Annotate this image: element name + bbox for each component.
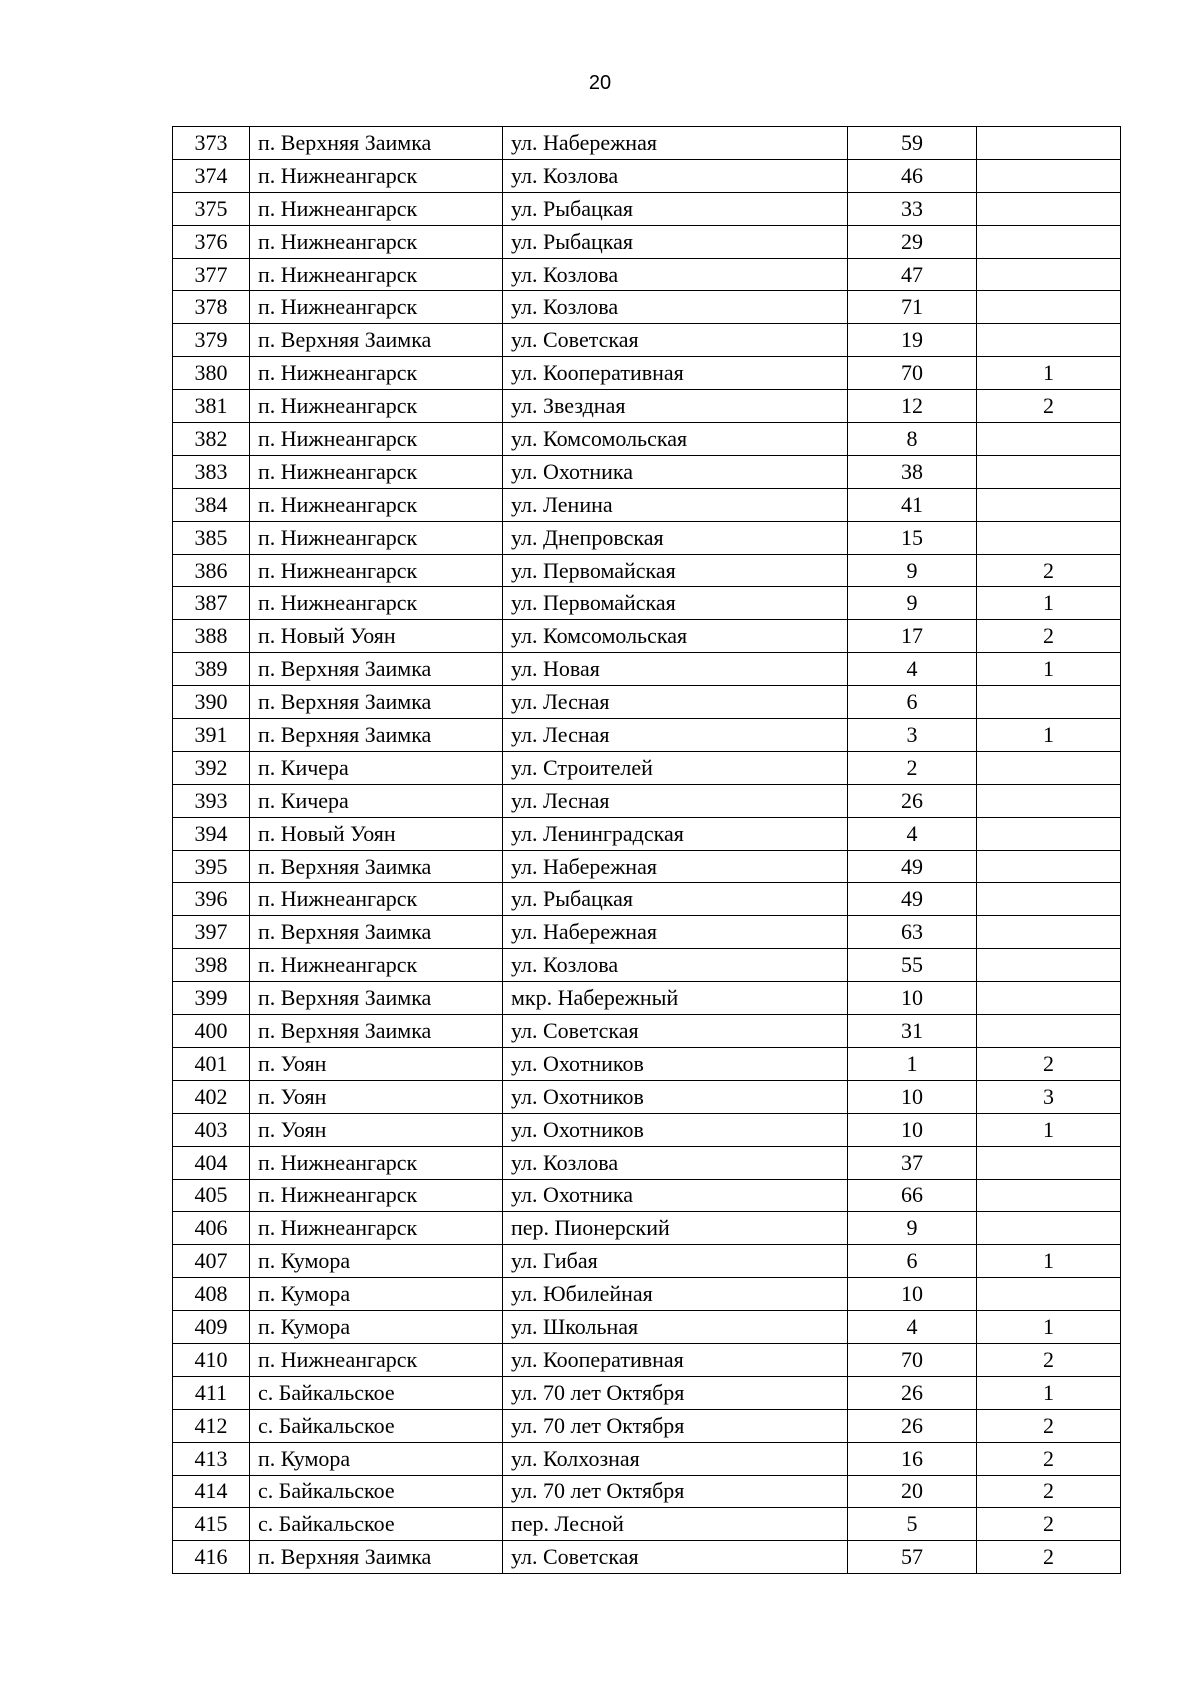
- settlement-cell: п. Нижнеангарск: [250, 258, 503, 291]
- row-number-cell: 384: [173, 488, 250, 521]
- extra-number-cell: [977, 982, 1121, 1015]
- row-number-cell: 378: [173, 291, 250, 324]
- extra-number-cell: [977, 521, 1121, 554]
- table-row: [173, 1475, 1121, 1508]
- house-number-cell: 2: [848, 751, 977, 784]
- extra-number-cell: 2: [977, 1442, 1121, 1475]
- street-cell: ул. Рыбацкая: [503, 225, 848, 258]
- extra-number-cell: 1: [977, 1113, 1121, 1146]
- street-cell: ул. Набережная: [503, 916, 848, 949]
- house-number-cell: 9: [848, 587, 977, 620]
- row-number-cell: 375: [173, 192, 250, 225]
- table-row: [173, 357, 1121, 390]
- extra-number-cell: 2: [977, 1343, 1121, 1376]
- extra-number-cell: 2: [977, 620, 1121, 653]
- settlement-cell: п. Верхняя Заимка: [250, 127, 503, 160]
- settlement-cell: п. Нижнеангарск: [250, 521, 503, 554]
- table-row: [173, 258, 1121, 291]
- street-cell: ул. Лесная: [503, 719, 848, 752]
- extra-number-cell: [977, 686, 1121, 719]
- house-number-cell: 10: [848, 982, 977, 1015]
- street-cell: ул. Юбилейная: [503, 1278, 848, 1311]
- settlement-cell: п. Верхняя Заимка: [250, 1015, 503, 1048]
- house-number-cell: 49: [848, 850, 977, 883]
- settlement-cell: п. Нижнеангарск: [250, 1212, 503, 1245]
- settlement-cell: п. Нижнеангарск: [250, 423, 503, 456]
- table-row: [173, 883, 1121, 916]
- row-number-cell: 374: [173, 159, 250, 192]
- table-row: [173, 291, 1121, 324]
- table-row: [173, 1541, 1121, 1574]
- house-number-cell: 38: [848, 455, 977, 488]
- extra-number-cell: [977, 916, 1121, 949]
- house-number-cell: 31: [848, 1015, 977, 1048]
- extra-number-cell: 3: [977, 1080, 1121, 1113]
- extra-number-cell: 2: [977, 1508, 1121, 1541]
- street-cell: ул. 70 лет Октября: [503, 1376, 848, 1409]
- house-number-cell: 41: [848, 488, 977, 521]
- street-cell: ул. Днепровская: [503, 521, 848, 554]
- house-number-cell: 70: [848, 1343, 977, 1376]
- extra-number-cell: 2: [977, 1475, 1121, 1508]
- table-row: [173, 1015, 1121, 1048]
- street-cell: пер. Пионерский: [503, 1212, 848, 1245]
- house-number-cell: 49: [848, 883, 977, 916]
- settlement-cell: п. Уоян: [250, 1113, 503, 1146]
- extra-number-cell: 1: [977, 719, 1121, 752]
- extra-number-cell: 2: [977, 390, 1121, 423]
- row-number-cell: 411: [173, 1376, 250, 1409]
- street-cell: ул. Лесная: [503, 784, 848, 817]
- row-number-cell: 386: [173, 554, 250, 587]
- row-number-cell: 406: [173, 1212, 250, 1245]
- street-cell: ул. Козлова: [503, 291, 848, 324]
- house-number-cell: 6: [848, 686, 977, 719]
- row-number-cell: 398: [173, 949, 250, 982]
- street-cell: ул. Новая: [503, 653, 848, 686]
- house-number-cell: 10: [848, 1080, 977, 1113]
- house-number-cell: 26: [848, 1409, 977, 1442]
- street-cell: ул. Лесная: [503, 686, 848, 719]
- table-row: [173, 488, 1121, 521]
- table-row: [173, 1047, 1121, 1080]
- extra-number-cell: [977, 949, 1121, 982]
- street-cell: ул. Ленинградская: [503, 817, 848, 850]
- table-row: [173, 1409, 1121, 1442]
- table-row: [173, 1311, 1121, 1344]
- settlement-cell: с. Байкальское: [250, 1409, 503, 1442]
- table-row: [173, 127, 1121, 160]
- table-row: [173, 653, 1121, 686]
- row-number-cell: 383: [173, 455, 250, 488]
- street-cell: ул. Охотника: [503, 455, 848, 488]
- extra-number-cell: [977, 850, 1121, 883]
- street-cell: ул. Охотников: [503, 1047, 848, 1080]
- extra-number-cell: [977, 423, 1121, 456]
- house-number-cell: 9: [848, 554, 977, 587]
- table-row: [173, 850, 1121, 883]
- street-cell: ул. Комсомольская: [503, 423, 848, 456]
- settlement-cell: п. Нижнеангарск: [250, 1179, 503, 1212]
- settlement-cell: п. Верхняя Заимка: [250, 982, 503, 1015]
- settlement-cell: п. Нижнеангарск: [250, 587, 503, 620]
- table-row: [173, 1376, 1121, 1409]
- extra-number-cell: [977, 192, 1121, 225]
- row-number-cell: 410: [173, 1343, 250, 1376]
- street-cell: ул. Козлова: [503, 949, 848, 982]
- table-row: [173, 423, 1121, 456]
- table-row: [173, 949, 1121, 982]
- row-number-cell: 390: [173, 686, 250, 719]
- row-number-cell: 395: [173, 850, 250, 883]
- settlement-cell: с. Байкальское: [250, 1376, 503, 1409]
- extra-number-cell: [977, 1179, 1121, 1212]
- street-cell: ул. Охотников: [503, 1113, 848, 1146]
- house-number-cell: 4: [848, 817, 977, 850]
- street-cell: ул. Рыбацкая: [503, 192, 848, 225]
- row-number-cell: 382: [173, 423, 250, 456]
- row-number-cell: 414: [173, 1475, 250, 1508]
- settlement-cell: п. Уоян: [250, 1047, 503, 1080]
- row-number-cell: 373: [173, 127, 250, 160]
- house-number-cell: 16: [848, 1442, 977, 1475]
- house-number-cell: 33: [848, 192, 977, 225]
- table-row: [173, 1179, 1121, 1212]
- street-cell: ул. Строителей: [503, 751, 848, 784]
- settlement-cell: п. Кумора: [250, 1278, 503, 1311]
- table-row: [173, 554, 1121, 587]
- house-number-cell: 70: [848, 357, 977, 390]
- extra-number-cell: 2: [977, 1409, 1121, 1442]
- house-number-cell: 19: [848, 324, 977, 357]
- street-cell: ул. Гибая: [503, 1245, 848, 1278]
- table-row: [173, 455, 1121, 488]
- street-cell: ул. Колхозная: [503, 1442, 848, 1475]
- house-number-cell: 63: [848, 916, 977, 949]
- row-number-cell: 392: [173, 751, 250, 784]
- row-number-cell: 408: [173, 1278, 250, 1311]
- table-row: [173, 159, 1121, 192]
- table-row: [173, 719, 1121, 752]
- table-row: [173, 1508, 1121, 1541]
- table-row: [173, 521, 1121, 554]
- house-number-cell: 59: [848, 127, 977, 160]
- settlement-cell: п. Нижнеангарск: [250, 357, 503, 390]
- table-row: [173, 1343, 1121, 1376]
- settlement-cell: п. Кумора: [250, 1311, 503, 1344]
- settlement-cell: п. Нижнеангарск: [250, 192, 503, 225]
- street-cell: ул. Охотника: [503, 1179, 848, 1212]
- street-cell: ул. Рыбацкая: [503, 883, 848, 916]
- settlement-cell: п. Верхняя Заимка: [250, 850, 503, 883]
- house-number-cell: 47: [848, 258, 977, 291]
- street-cell: ул. Школьная: [503, 1311, 848, 1344]
- house-number-cell: 12: [848, 390, 977, 423]
- extra-number-cell: [977, 291, 1121, 324]
- house-number-cell: 71: [848, 291, 977, 324]
- extra-number-cell: [977, 455, 1121, 488]
- extra-number-cell: [977, 488, 1121, 521]
- extra-number-cell: 1: [977, 1311, 1121, 1344]
- extra-number-cell: [977, 1015, 1121, 1048]
- settlement-cell: п. Кичера: [250, 751, 503, 784]
- row-number-cell: 403: [173, 1113, 250, 1146]
- row-number-cell: 402: [173, 1080, 250, 1113]
- row-number-cell: 400: [173, 1015, 250, 1048]
- house-number-cell: 26: [848, 784, 977, 817]
- row-number-cell: 389: [173, 653, 250, 686]
- table-row: [173, 324, 1121, 357]
- house-number-cell: 10: [848, 1113, 977, 1146]
- table-row: [173, 751, 1121, 784]
- table-row: [173, 1245, 1121, 1278]
- street-cell: ул. Советская: [503, 324, 848, 357]
- row-number-cell: 405: [173, 1179, 250, 1212]
- settlement-cell: п. Верхняя Заимка: [250, 653, 503, 686]
- row-number-cell: 404: [173, 1146, 250, 1179]
- house-number-cell: 57: [848, 1541, 977, 1574]
- street-cell: ул. Козлова: [503, 1146, 848, 1179]
- settlement-cell: п. Нижнеангарск: [250, 554, 503, 587]
- house-number-cell: 29: [848, 225, 977, 258]
- extra-number-cell: 1: [977, 653, 1121, 686]
- settlement-cell: п. Нижнеангарск: [250, 291, 503, 324]
- house-number-cell: 55: [848, 949, 977, 982]
- street-cell: ул. 70 лет Октября: [503, 1475, 848, 1508]
- settlement-cell: п. Нижнеангарск: [250, 225, 503, 258]
- row-number-cell: 377: [173, 258, 250, 291]
- street-cell: мкр. Набережный: [503, 982, 848, 1015]
- settlement-cell: п. Нижнеангарск: [250, 883, 503, 916]
- table-row: [173, 1278, 1121, 1311]
- row-number-cell: 387: [173, 587, 250, 620]
- street-cell: ул. Козлова: [503, 159, 848, 192]
- settlement-cell: п. Верхняя Заимка: [250, 719, 503, 752]
- street-cell: ул. Первомайская: [503, 587, 848, 620]
- house-number-cell: 4: [848, 1311, 977, 1344]
- house-number-cell: 17: [848, 620, 977, 653]
- extra-number-cell: 1: [977, 1376, 1121, 1409]
- house-number-cell: 1: [848, 1047, 977, 1080]
- street-cell: ул. Ленина: [503, 488, 848, 521]
- extra-number-cell: [977, 324, 1121, 357]
- settlement-cell: п. Нижнеангарск: [250, 488, 503, 521]
- extra-number-cell: 1: [977, 357, 1121, 390]
- extra-number-cell: 2: [977, 554, 1121, 587]
- settlement-cell: п. Верхняя Заимка: [250, 1541, 503, 1574]
- settlement-cell: с. Байкальское: [250, 1475, 503, 1508]
- extra-number-cell: [977, 883, 1121, 916]
- settlement-cell: п. Верхняя Заимка: [250, 324, 503, 357]
- table-row: [173, 192, 1121, 225]
- row-number-cell: 385: [173, 521, 250, 554]
- table-row: [173, 982, 1121, 1015]
- street-cell: ул. Набережная: [503, 850, 848, 883]
- settlement-cell: п. Нижнеангарск: [250, 455, 503, 488]
- table-row: [173, 1212, 1121, 1245]
- house-number-cell: 9: [848, 1212, 977, 1245]
- house-number-cell: 5: [848, 1508, 977, 1541]
- row-number-cell: 412: [173, 1409, 250, 1442]
- row-number-cell: 401: [173, 1047, 250, 1080]
- extra-number-cell: 1: [977, 1245, 1121, 1278]
- house-number-cell: 4: [848, 653, 977, 686]
- row-number-cell: 381: [173, 390, 250, 423]
- row-number-cell: 391: [173, 719, 250, 752]
- row-number-cell: 413: [173, 1442, 250, 1475]
- settlement-cell: п. Верхняя Заимка: [250, 916, 503, 949]
- house-number-cell: 15: [848, 521, 977, 554]
- settlement-cell: п. Кумора: [250, 1442, 503, 1475]
- table-row: [173, 390, 1121, 423]
- extra-number-cell: [977, 1212, 1121, 1245]
- table-row: [173, 916, 1121, 949]
- row-number-cell: 397: [173, 916, 250, 949]
- street-cell: ул. Кооперативная: [503, 1343, 848, 1376]
- street-cell: пер. Лесной: [503, 1508, 848, 1541]
- table-row: [173, 817, 1121, 850]
- settlement-cell: п. Верхняя Заимка: [250, 686, 503, 719]
- extra-number-cell: [977, 127, 1121, 160]
- extra-number-cell: [977, 784, 1121, 817]
- settlement-cell: п. Нижнеангарск: [250, 390, 503, 423]
- row-number-cell: 394: [173, 817, 250, 850]
- house-number-cell: 3: [848, 719, 977, 752]
- street-cell: ул. Охотников: [503, 1080, 848, 1113]
- settlement-cell: п. Нижнеангарск: [250, 949, 503, 982]
- street-cell: ул. Первомайская: [503, 554, 848, 587]
- table-row: [173, 1080, 1121, 1113]
- row-number-cell: 379: [173, 324, 250, 357]
- extra-number-cell: [977, 751, 1121, 784]
- table-row: [173, 1442, 1121, 1475]
- street-cell: ул. Козлова: [503, 258, 848, 291]
- extra-number-cell: [977, 159, 1121, 192]
- street-cell: ул. Кооперативная: [503, 357, 848, 390]
- row-number-cell: 409: [173, 1311, 250, 1344]
- house-number-cell: 20: [848, 1475, 977, 1508]
- row-number-cell: 376: [173, 225, 250, 258]
- street-cell: ул. Комсомольская: [503, 620, 848, 653]
- extra-number-cell: 2: [977, 1541, 1121, 1574]
- table-row: [173, 587, 1121, 620]
- settlement-cell: п. Уоян: [250, 1080, 503, 1113]
- extra-number-cell: [977, 258, 1121, 291]
- street-cell: ул. 70 лет Октября: [503, 1409, 848, 1442]
- table-row: [173, 686, 1121, 719]
- row-number-cell: 407: [173, 1245, 250, 1278]
- extra-number-cell: 1: [977, 587, 1121, 620]
- table-row: [173, 784, 1121, 817]
- house-number-cell: 26: [848, 1376, 977, 1409]
- table-row: [173, 1113, 1121, 1146]
- address-table: [172, 126, 1121, 1574]
- row-number-cell: 396: [173, 883, 250, 916]
- table-row: [173, 620, 1121, 653]
- house-number-cell: 8: [848, 423, 977, 456]
- house-number-cell: 46: [848, 159, 977, 192]
- settlement-cell: с. Байкальское: [250, 1508, 503, 1541]
- house-number-cell: 6: [848, 1245, 977, 1278]
- house-number-cell: 37: [848, 1146, 977, 1179]
- table-row: [173, 225, 1121, 258]
- row-number-cell: 416: [173, 1541, 250, 1574]
- settlement-cell: п. Нижнеангарск: [250, 159, 503, 192]
- row-number-cell: 380: [173, 357, 250, 390]
- settlement-cell: п. Новый Уоян: [250, 817, 503, 850]
- house-number-cell: 10: [848, 1278, 977, 1311]
- settlement-cell: п. Нижнеангарск: [250, 1146, 503, 1179]
- street-cell: ул. Набережная: [503, 127, 848, 160]
- address-table-body: [173, 127, 1121, 1574]
- row-number-cell: 388: [173, 620, 250, 653]
- row-number-cell: 393: [173, 784, 250, 817]
- street-cell: ул. Советская: [503, 1015, 848, 1048]
- extra-number-cell: [977, 817, 1121, 850]
- street-cell: ул. Советская: [503, 1541, 848, 1574]
- row-number-cell: 399: [173, 982, 250, 1015]
- settlement-cell: п. Кумора: [250, 1245, 503, 1278]
- extra-number-cell: [977, 1146, 1121, 1179]
- settlement-cell: п. Кичера: [250, 784, 503, 817]
- settlement-cell: п. Нижнеангарск: [250, 1343, 503, 1376]
- table-row: [173, 1146, 1121, 1179]
- extra-number-cell: [977, 225, 1121, 258]
- extra-number-cell: 2: [977, 1047, 1121, 1080]
- street-cell: ул. Звездная: [503, 390, 848, 423]
- page-number: 20: [588, 72, 612, 94]
- house-number-cell: 66: [848, 1179, 977, 1212]
- settlement-cell: п. Новый Уоян: [250, 620, 503, 653]
- row-number-cell: 415: [173, 1508, 250, 1541]
- extra-number-cell: [977, 1278, 1121, 1311]
